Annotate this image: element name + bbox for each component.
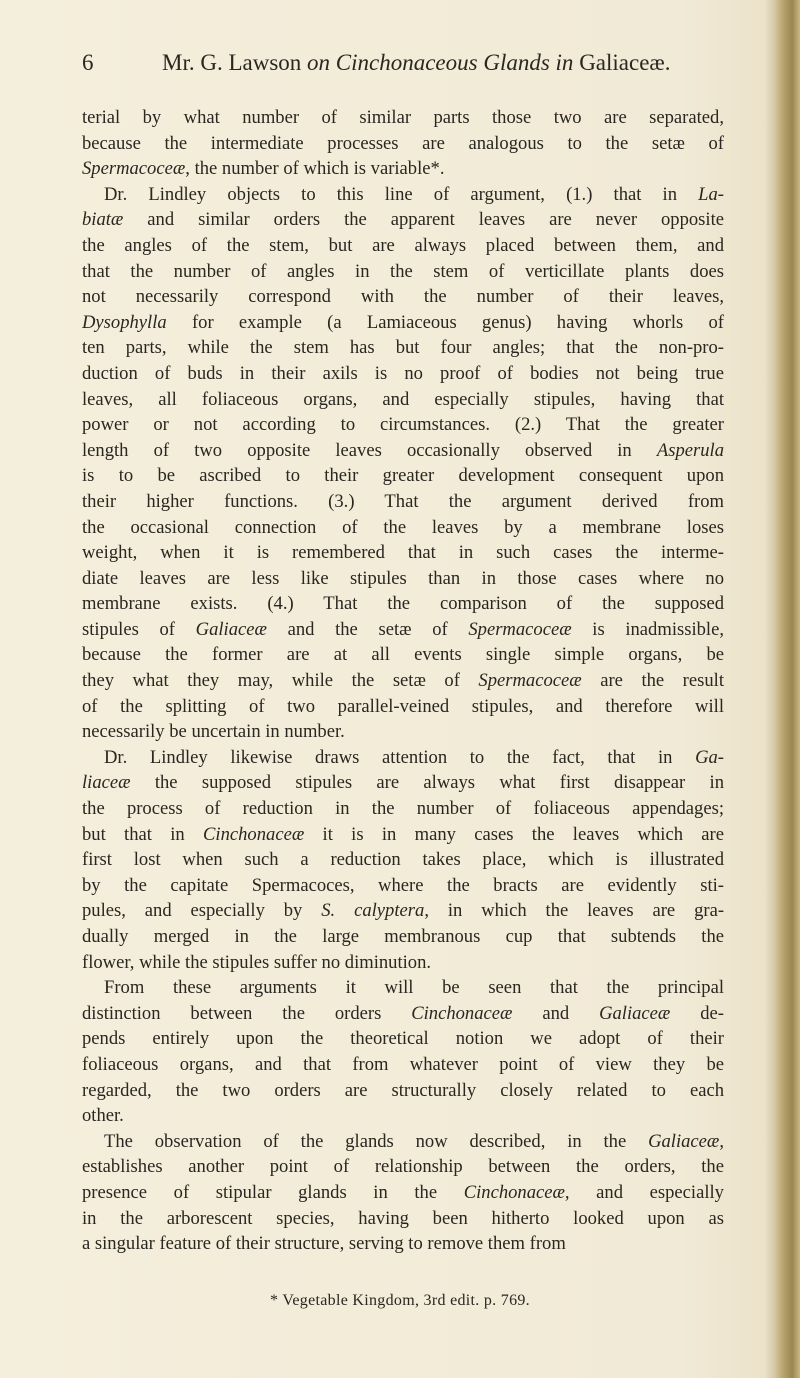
text-line: because the former are at all events single simple organs, be	[82, 644, 724, 666]
page-number: 6	[82, 50, 94, 75]
text-line: in the arborescent species, having been hitherto looked upon as	[82, 1207, 724, 1229]
text-line: by the capitate Spermacoces, where the bracts are evidently sti-	[82, 874, 724, 896]
text-line: Dr. Lindley likewise draws attention to the fact, that in Ga-	[104, 746, 724, 768]
text-line: The observation of the glands now described, in the Galiaceæ,	[104, 1130, 724, 1152]
text-line: leaves, all foliaceous organs, and especially stipules, having that	[82, 388, 724, 410]
text-line: diate leaves are less like stipules than in those cases where no	[82, 567, 724, 589]
header-author: Mr. G. Lawson	[162, 50, 302, 75]
text-line: that the number of angles in the stem of verticillate plants does	[82, 260, 724, 282]
text-line: biatæ and similar orders the apparent leaves are never opposite	[82, 209, 724, 231]
text-line: they what they may, while the setæ of Spermacoceæ are the result	[82, 670, 724, 692]
header-subject: Cinchonaceous Glands	[335, 50, 550, 75]
text-line: Spermacoceæ, the number of which is variable*.	[82, 158, 445, 180]
text-line: establishes another point of relationship between the orders, the	[82, 1156, 724, 1178]
text-line: Dr. Lindley objects to this line of argument, (1.) that in La-	[104, 183, 724, 205]
text-line: length of two opposite leaves occasionally observed in Asperula	[82, 439, 724, 461]
text-line: is to be ascribed to their greater development consequent upon	[82, 465, 724, 487]
text-line: first lost when such a reduction takes place, which is illustrated	[82, 849, 724, 871]
text-line: weight, when it is remembered that in such cases the interme-	[82, 542, 724, 564]
text-line: duction of buds in their axils is no proof of bodies not being true	[82, 362, 724, 384]
text-line: a singular feature of their structure, serving to remove them from	[82, 1233, 566, 1255]
text-line: because the intermediate processes are analogous to the setæ of	[82, 132, 724, 154]
footnote: * Vegetable Kingdom, 3rd edit. p. 769.	[270, 1292, 530, 1309]
text-line: pends entirely upon the theoretical notion we adopt of their	[82, 1028, 724, 1050]
text-line: the occasional connection of the leaves by a membrane loses	[82, 516, 724, 538]
body-text	[82, 105, 724, 1257]
text-line: membrane exists. (4.) That the comparison of the supposed	[82, 593, 724, 615]
text-line: distinction between the orders Cinchonaceæ and Galiaceæ de-	[82, 1002, 724, 1024]
text-line: the process of reduction in the number of foliaceous appendages;	[82, 798, 724, 820]
header-on: on	[307, 50, 331, 75]
text-line: power or not according to circumstances. (2.) That the greater	[82, 414, 724, 436]
text-line: not necessarily correspond with the number of their leaves,	[82, 286, 724, 308]
text-line: the angles of the stem, but are always placed between them, and	[82, 234, 724, 256]
text-line: pules, and especially by S. calyptera, in which the leaves are gra-	[82, 900, 724, 922]
page-edge	[774, 0, 800, 1378]
text-line: flower, while the stipules suffer no diminution.	[82, 951, 432, 973]
text-line: necessarily be uncertain in number.	[82, 721, 345, 743]
header-family: Galiaceæ.	[579, 50, 671, 75]
running-title	[162, 50, 671, 76]
text-line: Dysophylla for example (a Lamiaceous genus) having whorls of	[82, 311, 724, 333]
running-header	[82, 50, 722, 84]
text-line: ten parts, while the stem has but four angles; that the non-pro-	[82, 337, 724, 359]
text-line: other.	[82, 1105, 124, 1127]
text-line: presence of stipular glands in the Cinchonaceæ, and especially	[82, 1181, 724, 1203]
text-line: liaceæ the supposed stipules are always what first disappear in	[82, 772, 724, 794]
text-line: terial by what number of similar parts those two are separated,	[82, 107, 724, 128]
header-in: in	[555, 50, 574, 75]
text-line: stipules of Galiaceæ and the setæ of Spermacoceæ is inadmissible,	[82, 618, 724, 640]
text-line: their higher functions. (3.) That the argument derived from	[82, 490, 724, 512]
text-line: of the splitting of two parallel-veined stipules, and therefore will	[82, 695, 724, 717]
text-line: foliaceous organs, and that from whatever point of view they be	[82, 1053, 724, 1075]
text-line: dually merged in the large membranous cup that subtends the	[82, 926, 724, 947]
page-gutter-shadow	[764, 0, 774, 1378]
text-line: regarded, the two orders are structurally closely related to each	[82, 1079, 724, 1101]
text-line: but that in Cinchonaceæ it is in many cases the leaves which are	[82, 823, 724, 845]
text-line: From these arguments it will be seen that the principal	[104, 977, 724, 999]
